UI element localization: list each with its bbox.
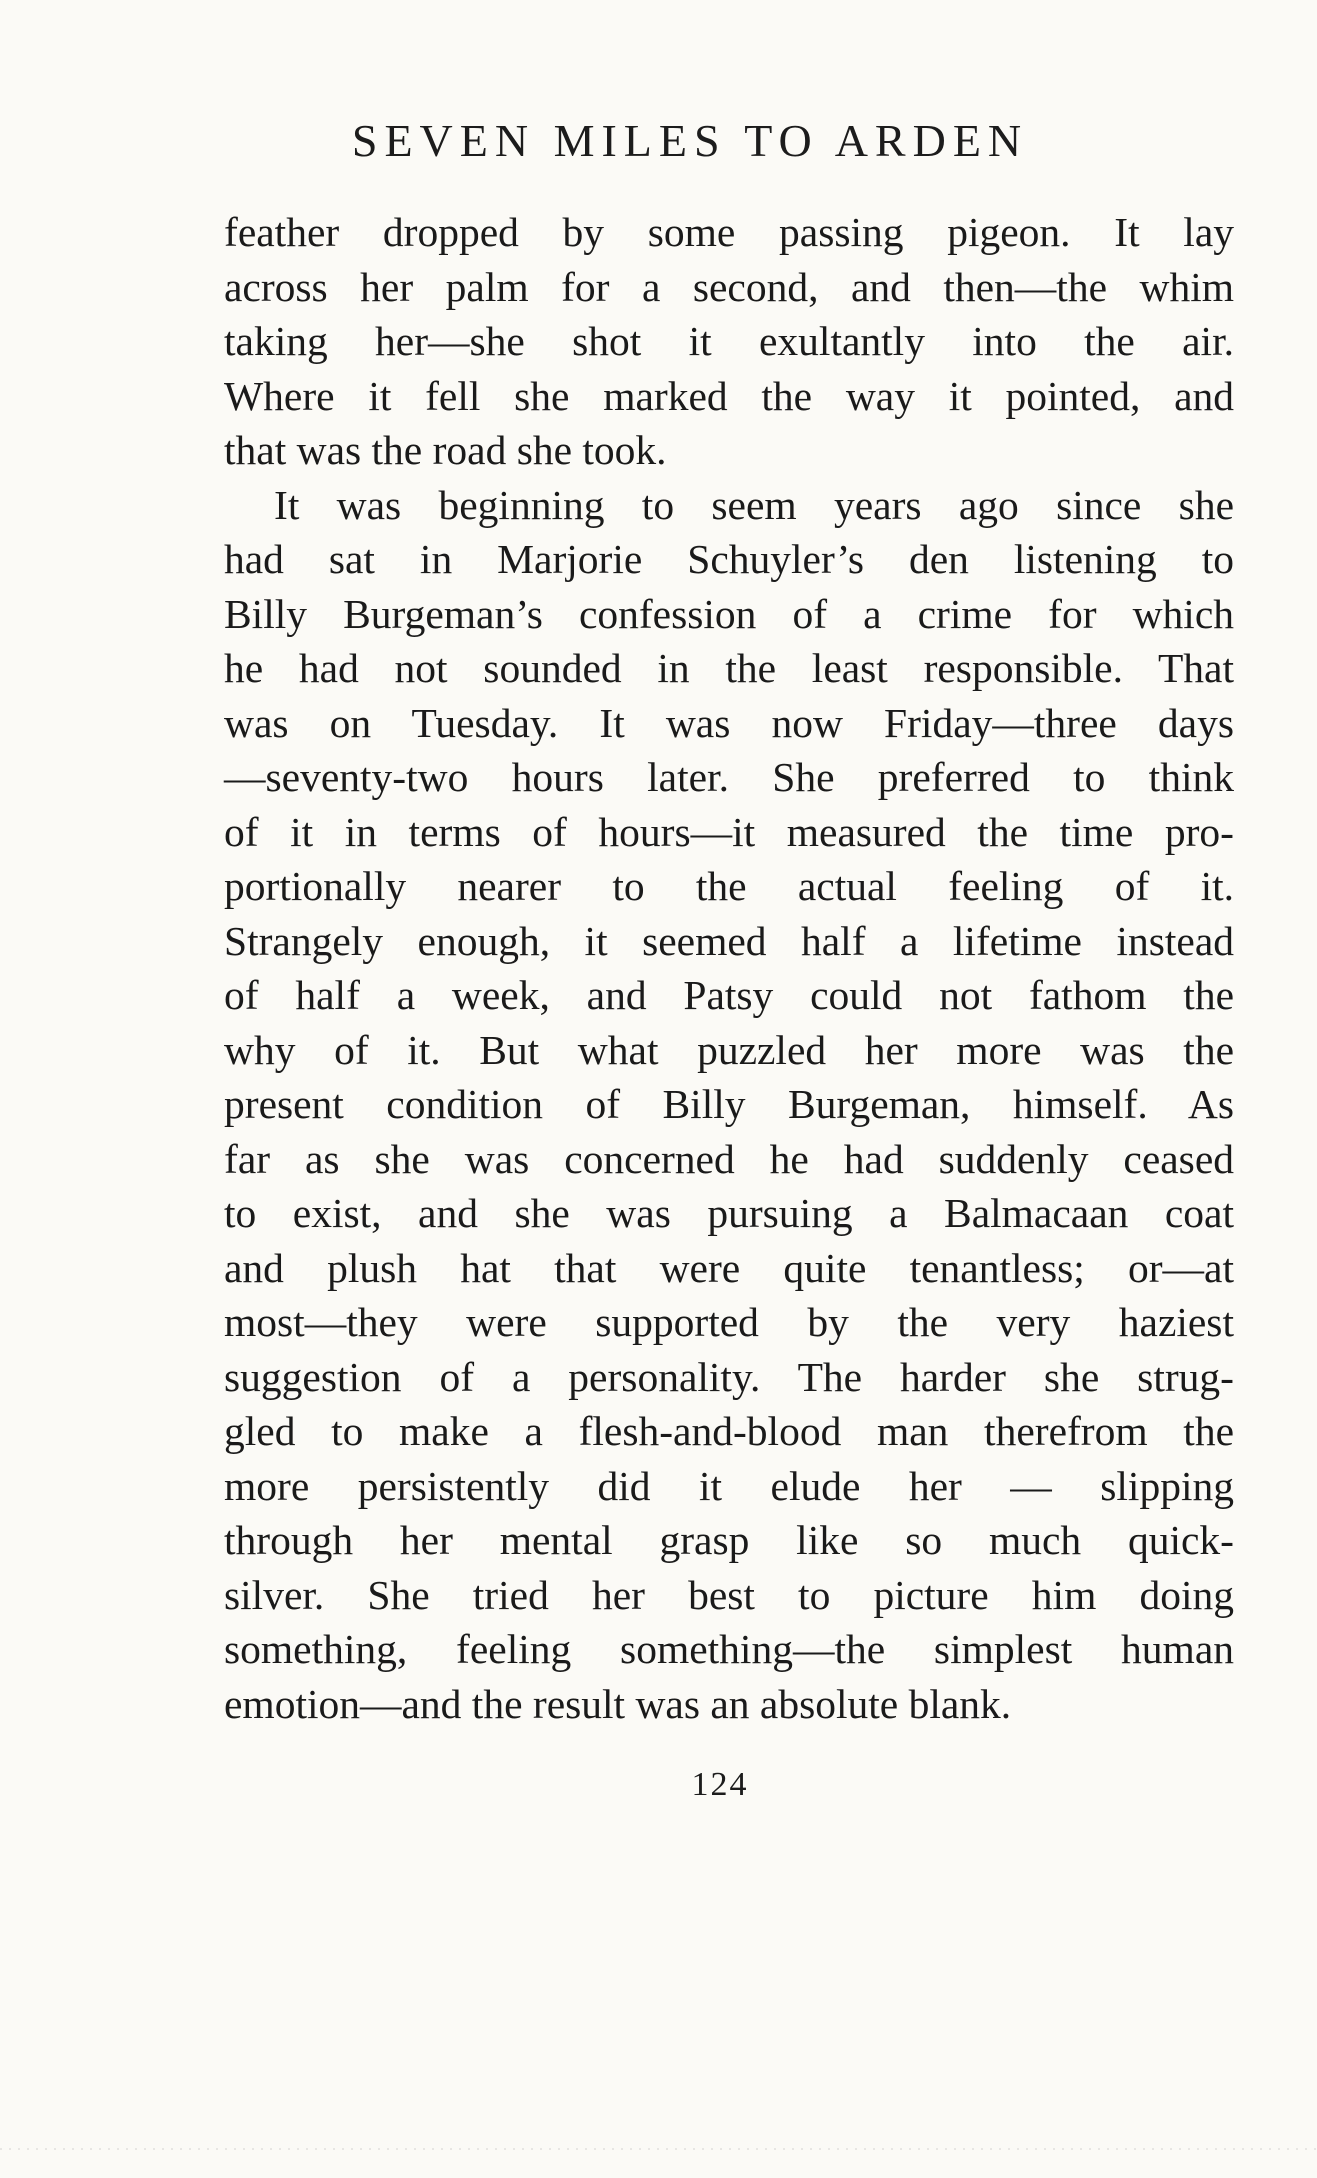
text-line: was on Tuesday. It was now Friday—three days	[224, 699, 1234, 746]
text-line: suggestion of a personality. The harder she strug-	[224, 1353, 1234, 1400]
text-line: why of it. But what puzzled her more was the	[224, 1026, 1234, 1073]
body-text	[224, 205, 1234, 1731]
text-line: present condition of Billy Burgeman, himself. As	[224, 1081, 1234, 1127]
text-line: something, feeling something—the simplest human	[224, 1626, 1234, 1672]
text-line: Strangely enough, it seemed half a lifetime instead	[224, 917, 1234, 964]
text-line: of it in terms of hours—it measured the time pro-	[224, 808, 1234, 855]
text-line: far as she was concerned he had suddenly ceased	[224, 1135, 1234, 1182]
text-line: of half a week, and Patsy could not fathom the	[224, 972, 1234, 1018]
text-line: taking her—she shot it exultantly into the air.	[224, 318, 1234, 364]
text-line: silver. She tried her best to picture him doing	[224, 1571, 1234, 1618]
text-line: more persistently did it elude her — slipping	[224, 1462, 1234, 1509]
text-line: most—they were supported by the very haziest	[224, 1299, 1234, 1345]
text-line: feather dropped by some passing pigeon. It lay	[224, 209, 1234, 255]
text-line: gled to make a flesh-and-blood man therefrom the	[224, 1408, 1234, 1454]
text-line: had sat in Marjorie Schuyler’s den listening to	[224, 536, 1234, 582]
paragraph-end-line: that was the road she took.	[224, 427, 667, 473]
text-line: and plush hat that were quite tenantless; or—at	[224, 1244, 1234, 1291]
paragraph-start-line: It was beginning to seem years ago since she	[274, 481, 1234, 528]
text-line: portionally nearer to the actual feeling of it.	[224, 863, 1234, 909]
text-line: to exist, and she was pursuing a Balmacaan coat	[224, 1190, 1234, 1236]
text-line: —seventy-two hours later. She preferred to think	[224, 754, 1234, 800]
page-number: 124	[691, 1766, 749, 1803]
scan-speckle	[0, 2148, 1317, 2150]
text-line: Where it fell she marked the way it pointed, and	[224, 372, 1234, 419]
text-line: through her mental grasp like so much quick-	[224, 1517, 1234, 1563]
running-head: SEVEN MILES TO ARDEN	[351, 115, 1029, 166]
text-line: Billy Burgeman’s confession of a crime for which	[224, 590, 1234, 637]
paragraph-end-line: emotion—and the result was an absolute blank.	[224, 1680, 1012, 1727]
text-line: he had not sounded in the least responsible. That	[224, 645, 1234, 691]
text-line: across her palm for a second, and then—the whim	[224, 263, 1234, 310]
